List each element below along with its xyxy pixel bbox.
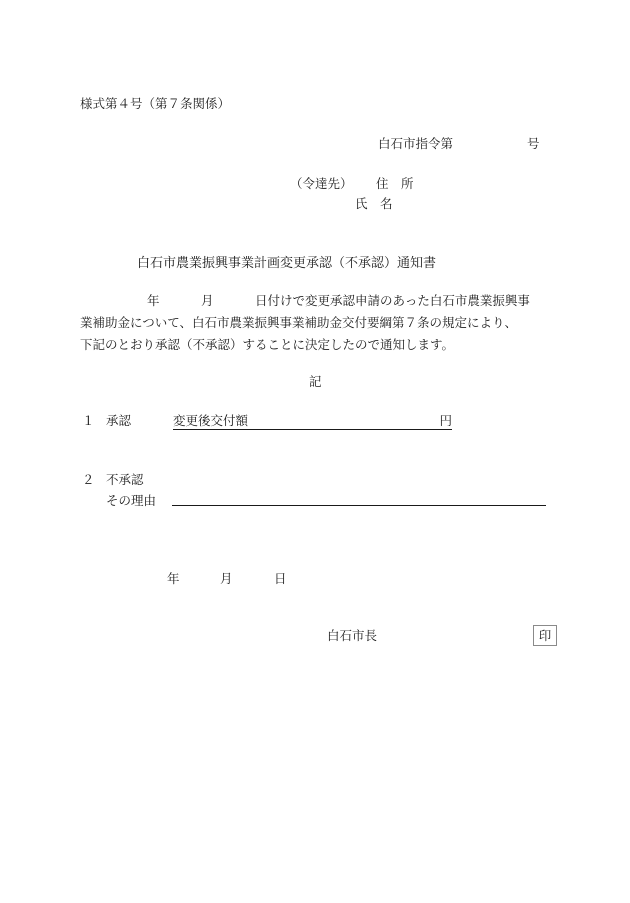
reason-label: その理由 (106, 493, 157, 508)
item-2-number: ２ (82, 472, 95, 487)
body-year-label: 年 (147, 293, 160, 308)
yen-unit: 円 (439, 413, 452, 428)
item-1-approval-label: 承認 (106, 413, 132, 428)
item-2-disapproval-label: 不承認 (106, 472, 144, 487)
date-month-label: 月 (220, 571, 233, 586)
changed-grant-amount-label: 変更後交付額 (173, 413, 249, 428)
ki-heading: 記 (309, 374, 322, 389)
date-year-label: 年 (167, 571, 180, 586)
body-month-label: 月 (201, 293, 214, 308)
reference-number-suffix: 号 (527, 136, 540, 151)
body-text-line-1: 日付けで変更承認申請のあった白石市農業振興事 (255, 293, 530, 308)
form-number-label: 様式第４号（第７条関係） (80, 96, 231, 111)
body-text-line-3: 下記のとおり承認（不承認）することに決定したので通知します。 (80, 337, 455, 352)
item-1-number: １ (82, 413, 95, 428)
recipient-label: （令達先） (290, 176, 353, 191)
reason-blank-line (172, 505, 546, 506)
issuer-mayor: 白石市長 (327, 628, 378, 643)
body-text-line-2: 業補助金について、白石市農業振興事業補助金交付要綱第７条の規定により、 (80, 315, 518, 330)
changed-grant-amount-field (173, 413, 452, 430)
date-day-label: 日 (274, 571, 287, 586)
reference-number-prefix: 白石市指令第 (378, 136, 454, 151)
recipient-address-label: 住 所 (376, 176, 414, 191)
recipient-name-label: 氏 名 (355, 196, 393, 211)
seal-box: 印 (533, 625, 557, 646)
document-title: 白石市農業振興事業計画変更承認（不承認）通知書 (137, 256, 437, 271)
